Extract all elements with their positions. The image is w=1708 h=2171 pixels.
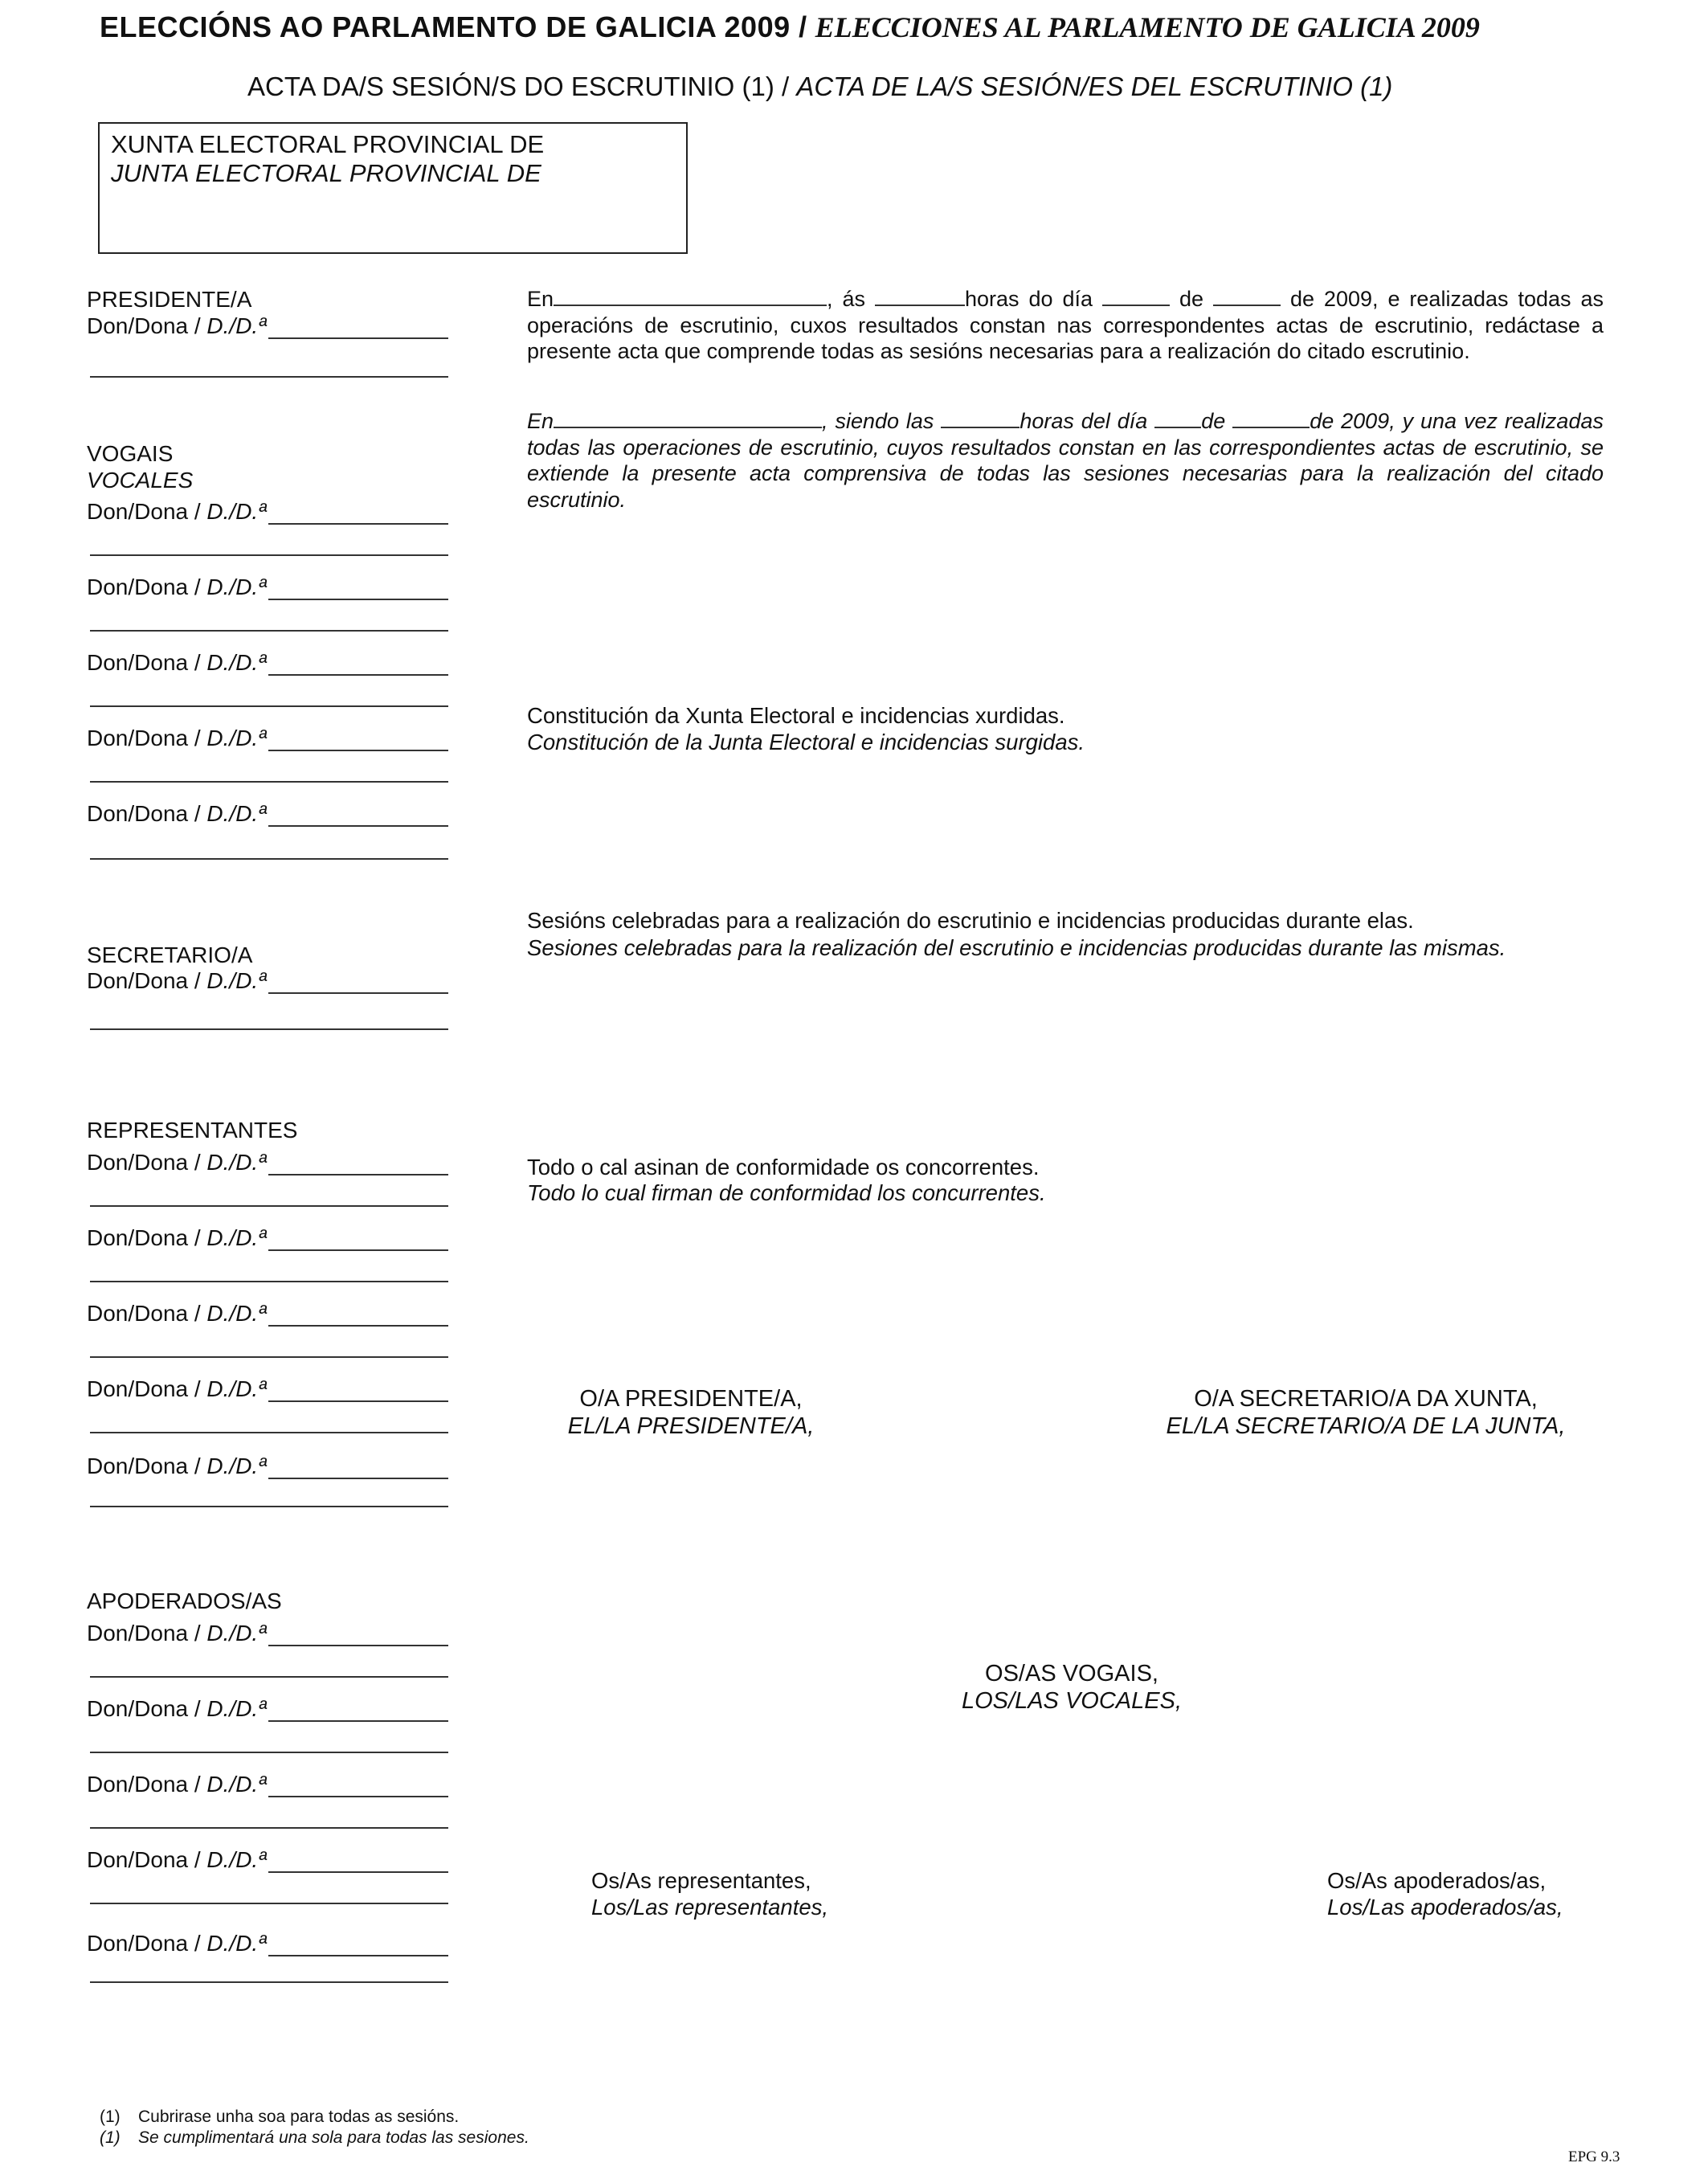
place-blank[interactable] xyxy=(554,288,827,306)
representante-name-field[interactable]: Don/Dona / D./D.ª xyxy=(87,1453,448,1479)
apoderados-signature-block[interactable] xyxy=(1327,1867,1563,1920)
intro-paragraph-spanish: En , siendo las horas del día de de 2009, y una vez realizadas todas las operaciones de escrutinio, cuyos resultados constan en las correspondientes actas de escrutinio, se extiende la presente acta comprensiva de todas las sesiones necesarias para la realización del citado escrutinio. xyxy=(527,409,1604,512)
secretario-name-field[interactable]: Don/Dona / D./D.ª xyxy=(87,967,448,994)
constitucion-heading-spanish: Constitución de la Junta Electoral e incidencias surgidas. xyxy=(527,730,1085,754)
presidente-signature-line[interactable] xyxy=(90,376,448,378)
title-galician: ELECCIÓNS AO PARLAMENTO DE GALICIA 2009 / xyxy=(100,10,807,43)
hour-blank[interactable] xyxy=(941,411,1019,428)
secretario-signature-line[interactable] xyxy=(90,1028,448,1030)
vogal-name-field[interactable]: Don/Dona / D./D.ª xyxy=(87,725,448,751)
apoderados-caption-galician: Os/As apoderados/as, xyxy=(1327,1868,1547,1893)
footnote-spanish: (1) Se cumplimentará una sola para todas las sesiones. xyxy=(100,2128,529,2147)
secretario-heading: SECRETARIO/A xyxy=(87,942,253,967)
secretario-signature-block[interactable] xyxy=(1125,1385,1607,1440)
representantes-heading: REPRESENTANTES xyxy=(87,1118,298,1143)
intro-paragraph-galician: En , ás horas do día de de 2009, e realizadas todas as operacións de escrutinio, cuxos resultados constan nas correspondentes actas de escrutinio, redáctase a presente acta que comprende todas as sesións necesarias para a realización do citado escrutinio. xyxy=(527,287,1604,363)
presidente-caption-spanish: EL/LA PRESIDENTE/A, xyxy=(567,1413,815,1439)
vogal-signature-line[interactable] xyxy=(90,781,448,783)
place-blank[interactable] xyxy=(554,411,822,428)
vogal-name-field[interactable]: Don/Dona / D./D.ª xyxy=(87,574,448,600)
representantes-caption-galician: Os/As representantes, xyxy=(591,1868,811,1893)
day-blank[interactable] xyxy=(1154,411,1201,428)
vogal-signature-line[interactable] xyxy=(90,554,448,556)
junta-label-galician: XUNTA ELECTORAL PROVINCIAL DE xyxy=(111,130,545,158)
apoderado-signature-line[interactable] xyxy=(90,1981,448,1983)
conformidade-text-galician: Todo o cal asinan de conformidade os concorrentes. xyxy=(527,1155,1040,1180)
apoderados-caption-spanish: Los/Las apoderados/as, xyxy=(1327,1895,1563,1920)
vogal-signature-line[interactable] xyxy=(90,705,448,707)
document-title xyxy=(100,10,1626,45)
representante-signature-line[interactable] xyxy=(90,1356,448,1358)
representante-name-field[interactable]: Don/Dona / D./D.ª xyxy=(87,1149,448,1175)
apoderado-signature-line[interactable] xyxy=(90,1827,448,1829)
representante-name-field[interactable]: Don/Dona / D./D.ª xyxy=(87,1376,448,1402)
vogal-name-field[interactable]: Don/Dona / D./D.ª xyxy=(87,649,448,676)
apoderado-name-field[interactable]: Don/Dona / D./D.ª xyxy=(87,1846,448,1873)
vocales-heading: VOCALES xyxy=(87,468,194,493)
sesions-heading-galician: Sesións celebradas para a realización do escrutinio e incidencias producidas durante elas. xyxy=(527,908,1414,933)
representante-name-field[interactable]: Don/Dona / D./D.ª xyxy=(87,1300,448,1327)
presidente-signature-block[interactable] xyxy=(530,1385,852,1440)
apoderado-name-field[interactable]: Don/Dona / D./D.ª xyxy=(87,1620,448,1646)
representante-signature-line[interactable] xyxy=(90,1205,448,1207)
secretario-caption-spanish: EL/LA SECRETARIO/A DE LA JUNTA, xyxy=(1166,1413,1566,1439)
vogal-name-field[interactable]: Don/Dona / D./D.ª xyxy=(87,498,448,525)
month-blank[interactable] xyxy=(1213,288,1281,306)
constitucion-heading-galician: Constitución da Xunta Electoral e incidencias xurdidas. xyxy=(527,703,1065,728)
subtitle-spanish: ACTA DE LA/S SESIÓN/ES DEL ESCRUTINIO (1) xyxy=(796,72,1393,101)
vogais-heading: VOGAIS xyxy=(87,441,174,466)
representantes-caption-spanish: Los/Las representantes, xyxy=(591,1895,829,1920)
junta-label-spanish: JUNTA ELECTORAL PROVINCIAL DE xyxy=(111,159,541,187)
conformidade-text-spanish: Todo lo cual firman de conformidad los concurrentes. xyxy=(527,1180,1046,1205)
vogal-name-field[interactable]: Don/Dona / D./D.ª xyxy=(87,800,448,827)
apoderado-name-field[interactable]: Don/Dona / D./D.ª xyxy=(87,1695,448,1722)
vogal-signature-line[interactable] xyxy=(90,630,448,632)
representantes-signature-block[interactable] xyxy=(591,1867,828,1920)
day-blank[interactable] xyxy=(1102,288,1170,306)
presidente-caption-galician: O/A PRESIDENTE/A, xyxy=(579,1386,803,1412)
secretario-caption-galician: O/A SECRETARIO/A DA XUNTA, xyxy=(1194,1386,1538,1412)
apoderado-signature-line[interactable] xyxy=(90,1752,448,1753)
apoderado-name-field[interactable]: Don/Dona / D./D.ª xyxy=(87,1930,448,1956)
apoderado-name-field[interactable]: Don/Dona / D./D.ª xyxy=(87,1771,448,1797)
month-blank[interactable] xyxy=(1232,411,1310,428)
representante-name-field[interactable]: Don/Dona / D./D.ª xyxy=(87,1225,448,1251)
apoderado-signature-line[interactable] xyxy=(90,1676,448,1678)
presidente-heading: PRESIDENTE/A xyxy=(87,287,252,312)
vogal-signature-line[interactable] xyxy=(90,858,448,860)
representante-signature-line[interactable] xyxy=(90,1432,448,1433)
apoderado-signature-line[interactable] xyxy=(90,1903,448,1904)
presidente-name-field[interactable]: Don/Dona / D./D.ª xyxy=(87,313,448,339)
vogais-signature-block[interactable] xyxy=(911,1660,1232,1715)
hour-blank[interactable] xyxy=(875,288,965,306)
junta-provincial-box[interactable] xyxy=(98,122,688,254)
document-subtitle xyxy=(247,71,1392,103)
title-spanish: ELECCIONES AL PARLAMENTO DE GALICIA 2009 xyxy=(815,11,1480,43)
apoderados-heading: APODERADOS/AS xyxy=(87,1588,282,1613)
subtitle-galician: ACTA DA/S SESIÓN/S DO ESCRUTINIO (1) / xyxy=(247,72,790,101)
form-code: EPG 9.3 xyxy=(1568,2149,1620,2165)
footnote-galician: (1) Cubrirase unha soa para todas as sesións. xyxy=(100,2108,460,2126)
vogais-caption-spanish: LOS/LAS VOCALES, xyxy=(961,1688,1182,1714)
sesions-heading-spanish: Sesiones celebradas para la realización del escrutinio e incidencias producidas durante las mismas. xyxy=(527,935,1506,960)
representante-signature-line[interactable] xyxy=(90,1281,448,1282)
representante-signature-line[interactable] xyxy=(90,1506,448,1507)
vogais-caption-galician: OS/AS VOGAIS, xyxy=(985,1661,1158,1687)
